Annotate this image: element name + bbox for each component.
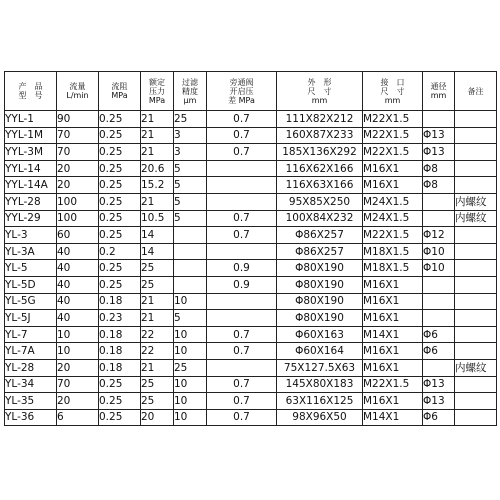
cell-bypass-pressure: 0.7 [207, 326, 277, 343]
cell-remarks [455, 243, 497, 260]
cell-port-size: M22X1.5 [363, 227, 423, 244]
cell-flow: 70 [57, 144, 99, 161]
cell-dimensions: 116X63X166 [277, 177, 363, 194]
header-bypass-pressure [207, 72, 277, 111]
cell-resistance: 0.25 [99, 127, 141, 144]
cell-bypass-pressure: 0.7 [207, 227, 277, 244]
cell-resistance: 0.25 [99, 193, 141, 210]
cell-bore [423, 111, 455, 128]
cell-resistance: 0.18 [99, 326, 141, 343]
cell-filter-precision: 3 [174, 127, 207, 144]
cell-bypass-pressure [207, 359, 277, 376]
header-rated-pressure-line: MPa [148, 95, 166, 105]
cell-filter-precision: 25 [174, 111, 207, 128]
cell-rated-pressure: 25 [141, 376, 174, 393]
header-model-line: 型 号 [18, 91, 43, 100]
header-dimensions-line: 外 形 [307, 77, 332, 87]
table-row [5, 111, 497, 128]
cell-bypass-pressure: 0.7 [207, 393, 277, 410]
header-filter-precision-line: 精度 [182, 86, 198, 96]
cell-filter-precision: 10 [174, 409, 207, 426]
header-dimensions [277, 72, 363, 111]
table-row [5, 293, 497, 310]
cell-remarks: 内螺纹 [455, 210, 497, 227]
cell-flow: 40 [57, 293, 99, 310]
header-rated-pressure [141, 72, 174, 111]
cell-model: YYL-1M [5, 127, 57, 144]
cell-rated-pressure: 21 [141, 111, 174, 128]
cell-resistance: 0.18 [99, 359, 141, 376]
cell-remarks [455, 127, 497, 144]
cell-model: YYL-1 [5, 111, 57, 128]
cell-dimensions: Φ86X257 [277, 243, 363, 260]
cell-bore: Φ13 [423, 127, 455, 144]
cell-resistance: 0.25 [99, 260, 141, 277]
cell-bore: Φ10 [423, 260, 455, 277]
table-row [5, 393, 497, 410]
spec-table [4, 71, 497, 426]
cell-port-size: M16X1 [363, 393, 423, 410]
cell-model: YYL-29 [5, 210, 57, 227]
table-row [5, 260, 497, 277]
cell-dimensions: Φ80X190 [277, 276, 363, 293]
cell-dimensions: 75X127.5X63 [277, 359, 363, 376]
cell-remarks [455, 276, 497, 293]
cell-bore: Φ6 [423, 409, 455, 426]
cell-resistance: 0.25 [99, 160, 141, 177]
cell-filter-precision: 3 [174, 144, 207, 161]
cell-port-size: M16X1 [363, 310, 423, 327]
cell-port-size: M16X1 [363, 343, 423, 360]
table-row [5, 227, 497, 244]
cell-bore: Φ10 [423, 243, 455, 260]
cell-bypass-pressure: 0.7 [207, 210, 277, 227]
cell-model: YL-3 [5, 227, 57, 244]
cell-model: YL-28 [5, 359, 57, 376]
cell-filter-precision [174, 227, 207, 244]
cell-port-size: M18X1.5 [363, 243, 423, 260]
cell-rated-pressure: 14 [141, 243, 174, 260]
cell-filter-precision: 25 [174, 359, 207, 376]
cell-filter-precision [174, 276, 207, 293]
cell-remarks [455, 393, 497, 410]
header-flow-line: 流量 [69, 82, 86, 91]
cell-filter-precision: 10 [174, 393, 207, 410]
cell-model: YL-5J [5, 310, 57, 327]
cell-port-size: M22X1.5 [363, 127, 423, 144]
cell-model: YL-5D [5, 276, 57, 293]
header-port-size-line: 接 口 [380, 77, 405, 87]
cell-filter-precision: 5 [174, 310, 207, 327]
cell-rated-pressure: 25 [141, 260, 174, 277]
header-remarks-line: 备注 [467, 86, 484, 96]
cell-bypass-pressure [207, 160, 277, 177]
cell-port-size: M16X1 [363, 293, 423, 310]
cell-flow: 100 [57, 193, 99, 210]
cell-filter-precision: 10 [174, 326, 207, 343]
header-resistance-line: MPa [111, 91, 128, 100]
cell-rated-pressure: 20.6 [141, 160, 174, 177]
cell-bore: Φ13 [423, 393, 455, 410]
cell-flow: 10 [57, 343, 99, 360]
cell-flow: 40 [57, 276, 99, 293]
cell-resistance: 0.25 [99, 276, 141, 293]
table-row [5, 376, 497, 393]
cell-filter-precision: 10 [174, 343, 207, 360]
cell-filter-precision: 10 [174, 293, 207, 310]
cell-port-size: M24X1.5 [363, 210, 423, 227]
cell-bypass-pressure [207, 243, 277, 260]
cell-remarks [455, 293, 497, 310]
table-row [5, 359, 497, 376]
cell-bypass-pressure: 0.7 [207, 409, 277, 426]
cell-dimensions: Φ80X190 [277, 310, 363, 327]
header-port-size-line: mm [384, 95, 401, 105]
cell-dimensions: Φ80X190 [277, 293, 363, 310]
cell-resistance: 0.18 [99, 343, 141, 360]
cell-rated-pressure: 10.5 [141, 210, 174, 227]
cell-flow: 70 [57, 127, 99, 144]
cell-flow: 100 [57, 210, 99, 227]
table-row [5, 210, 497, 227]
cell-rated-pressure: 14 [141, 227, 174, 244]
cell-dimensions: 116X62X166 [277, 160, 363, 177]
cell-bypass-pressure [207, 193, 277, 210]
cell-model: YL-34 [5, 376, 57, 393]
cell-model: YYL-28 [5, 193, 57, 210]
cell-remarks [455, 409, 497, 426]
cell-dimensions: Φ86X257 [277, 227, 363, 244]
cell-dimensions: 63X116X125 [277, 393, 363, 410]
cell-dimensions: Φ60X164 [277, 343, 363, 360]
cell-rated-pressure: 21 [141, 293, 174, 310]
cell-flow: 40 [57, 260, 99, 277]
cell-filter-precision [174, 243, 207, 260]
cell-resistance: 0.25 [99, 393, 141, 410]
header-dimensions-line: mm [311, 95, 328, 105]
cell-rated-pressure: 15.2 [141, 177, 174, 194]
cell-resistance: 0.18 [99, 293, 141, 310]
cell-flow: 40 [57, 310, 99, 327]
cell-filter-precision: 10 [174, 376, 207, 393]
header-filter-precision-line: 过滤 [182, 77, 198, 87]
cell-bypass-pressure: 0.7 [207, 144, 277, 161]
cell-resistance: 0.25 [99, 144, 141, 161]
table-row [5, 177, 497, 194]
cell-bypass-pressure: 0.9 [207, 276, 277, 293]
cell-model: YL-35 [5, 393, 57, 410]
cell-model: YL-7 [5, 326, 57, 343]
cell-bore [423, 310, 455, 327]
cell-bypass-pressure [207, 293, 277, 310]
cell-flow: 90 [57, 111, 99, 128]
cell-port-size: M22X1.5 [363, 144, 423, 161]
table-row [5, 127, 497, 144]
cell-remarks [455, 177, 497, 194]
cell-port-size: M22X1.5 [363, 376, 423, 393]
cell-rated-pressure: 20 [141, 409, 174, 426]
cell-flow: 20 [57, 393, 99, 410]
table-row [5, 276, 497, 293]
cell-bore: Φ12 [423, 227, 455, 244]
cell-bypass-pressure: 0.9 [207, 260, 277, 277]
cell-resistance: 0.25 [99, 376, 141, 393]
cell-rated-pressure: 25 [141, 276, 174, 293]
cell-port-size: M16X1 [363, 160, 423, 177]
cell-filter-precision [174, 260, 207, 277]
cell-port-size: M14X1 [363, 326, 423, 343]
header-bore [423, 72, 455, 111]
cell-dimensions: Φ60X163 [277, 326, 363, 343]
cell-remarks [455, 227, 497, 244]
cell-dimensions: Φ80X190 [277, 260, 363, 277]
cell-bore [423, 276, 455, 293]
cell-model: YYL-14A [5, 177, 57, 194]
table-row [5, 243, 497, 260]
header-bore-line: mm [430, 91, 447, 100]
cell-bypass-pressure: 0.7 [207, 376, 277, 393]
cell-remarks [455, 111, 497, 128]
cell-dimensions: 185X136X292 [277, 144, 363, 161]
cell-bore [423, 193, 455, 210]
cell-flow: 20 [57, 177, 99, 194]
cell-bypass-pressure: 0.7 [207, 343, 277, 360]
cell-resistance: 0.23 [99, 310, 141, 327]
cell-bore [423, 210, 455, 227]
cell-port-size: M14X1 [363, 409, 423, 426]
cell-remarks: 内螺纹 [455, 359, 497, 376]
header-bypass-pressure-line: 差 MPa [228, 95, 255, 105]
header-remarks [455, 72, 497, 111]
cell-rated-pressure: 21 [141, 193, 174, 210]
cell-remarks: 内螺纹 [455, 193, 497, 210]
header-bore-line: 通径 [430, 82, 447, 91]
cell-rated-pressure: 22 [141, 343, 174, 360]
cell-bypass-pressure: 0.7 [207, 111, 277, 128]
cell-dimensions: 111X82X212 [277, 111, 363, 128]
cell-rated-pressure: 22 [141, 326, 174, 343]
header-model [5, 72, 57, 111]
cell-rated-pressure: 25 [141, 393, 174, 410]
header-rated-pressure-line: 额定 [149, 77, 165, 87]
cell-rated-pressure: 21 [141, 127, 174, 144]
cell-flow: 6 [57, 409, 99, 426]
header-port-size [363, 72, 423, 111]
cell-filter-precision: 5 [174, 177, 207, 194]
cell-port-size: M16X1 [363, 359, 423, 376]
cell-port-size: M24X1.5 [363, 193, 423, 210]
cell-dimensions: 160X87X233 [277, 127, 363, 144]
cell-bypass-pressure: 0.7 [207, 127, 277, 144]
cell-remarks [455, 376, 497, 393]
cell-port-size: M22X1.5 [363, 111, 423, 128]
cell-rated-pressure: 21 [141, 144, 174, 161]
cell-resistance: 0.25 [99, 177, 141, 194]
header-filter-precision [174, 72, 207, 111]
cell-rated-pressure: 21 [141, 359, 174, 376]
header-filter-precision-line: μm [183, 95, 197, 105]
table-row [5, 326, 497, 343]
cell-resistance: 0.2 [99, 243, 141, 260]
cell-model: YL-36 [5, 409, 57, 426]
cell-remarks [455, 343, 497, 360]
cell-bore: Φ6 [423, 343, 455, 360]
cell-port-size: M16X1 [363, 276, 423, 293]
table-row [5, 343, 497, 360]
cell-model: YL-3A [5, 243, 57, 260]
header-bypass-pressure-line: 开启压 [229, 86, 254, 96]
cell-resistance: 0.25 [99, 210, 141, 227]
cell-model: YL-5 [5, 260, 57, 277]
cell-dimensions: 98X96X50 [277, 409, 363, 426]
cell-rated-pressure: 21 [141, 310, 174, 327]
cell-bore: Φ13 [423, 144, 455, 161]
cell-flow: 10 [57, 326, 99, 343]
cell-flow: 40 [57, 243, 99, 260]
cell-bypass-pressure [207, 310, 277, 327]
cell-remarks [455, 144, 497, 161]
cell-model: YL-7A [5, 343, 57, 360]
header-rated-pressure-line: 压力 [149, 86, 165, 96]
header-port-size-line: 尺 寸 [380, 86, 405, 96]
cell-filter-precision: 5 [174, 210, 207, 227]
cell-bypass-pressure [207, 177, 277, 194]
table-row [5, 193, 497, 210]
cell-dimensions: 145X80X183 [277, 376, 363, 393]
cell-bore [423, 293, 455, 310]
header-bypass-pressure-line: 旁通阀 [229, 77, 254, 87]
cell-filter-precision: 5 [174, 160, 207, 177]
cell-remarks [455, 310, 497, 327]
cell-filter-precision: 5 [174, 193, 207, 210]
cell-remarks [455, 160, 497, 177]
table-body [5, 111, 497, 426]
header-model-line: 产 品 [18, 82, 43, 91]
cell-bore [423, 359, 455, 376]
table-row [5, 310, 497, 327]
cell-resistance: 0.25 [99, 409, 141, 426]
cell-flow: 20 [57, 359, 99, 376]
header-flow [57, 72, 99, 111]
cell-resistance: 0.25 [99, 227, 141, 244]
table-row [5, 160, 497, 177]
cell-port-size: M18X1.5 [363, 260, 423, 277]
cell-resistance: 0.25 [99, 111, 141, 128]
cell-model: YYL-3M [5, 144, 57, 161]
cell-bore: Φ8 [423, 160, 455, 177]
table-row [5, 409, 497, 426]
cell-dimensions: 95X85X250 [277, 193, 363, 210]
cell-bore: Φ6 [423, 326, 455, 343]
cell-flow: 70 [57, 376, 99, 393]
header-flow-line: L/min [66, 91, 89, 100]
cell-port-size: M16X1 [363, 177, 423, 194]
cell-model: YYL-14 [5, 160, 57, 177]
cell-dimensions: 100X84X232 [277, 210, 363, 227]
cell-bore: Φ8 [423, 177, 455, 194]
header-dimensions-line: 尺 寸 [307, 86, 332, 96]
cell-flow: 60 [57, 227, 99, 244]
cell-remarks [455, 260, 497, 277]
cell-remarks [455, 326, 497, 343]
cell-bore: Φ13 [423, 376, 455, 393]
cell-model: YL-5G [5, 293, 57, 310]
table-row [5, 144, 497, 161]
cell-flow: 20 [57, 160, 99, 177]
header-row [5, 72, 497, 111]
header-resistance-line: 流阻 [111, 82, 128, 91]
header-resistance [99, 72, 141, 111]
